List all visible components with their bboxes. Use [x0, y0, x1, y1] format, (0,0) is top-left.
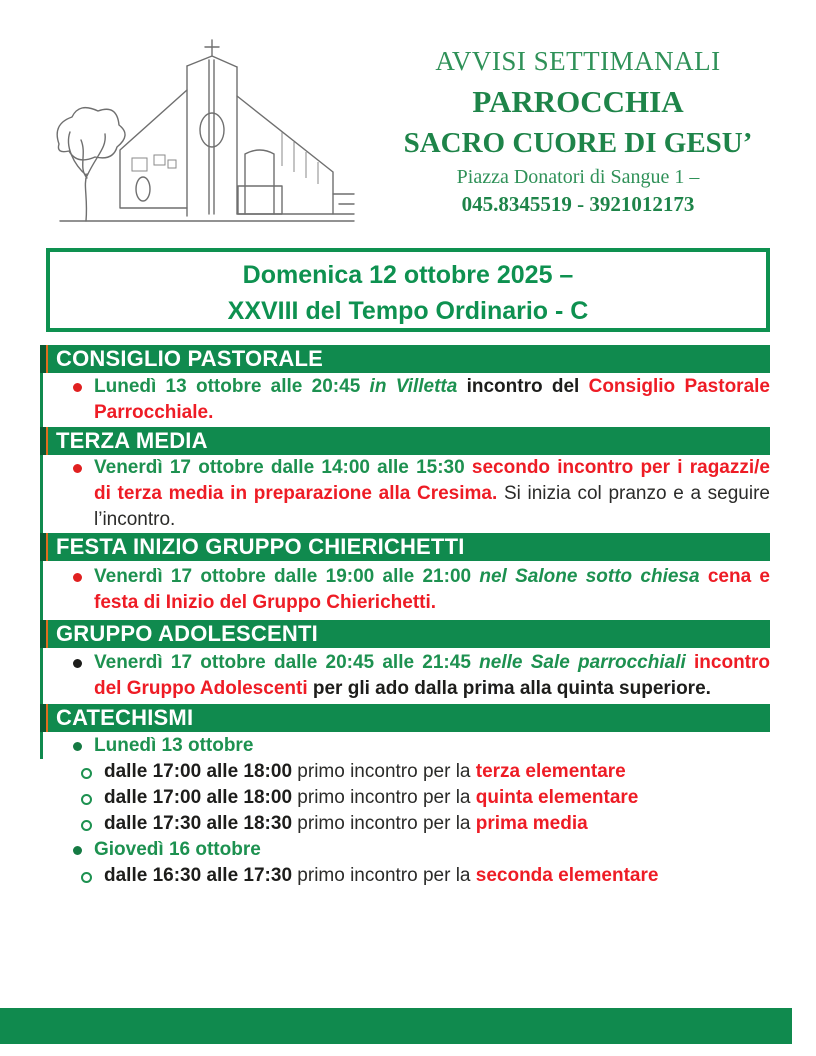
bulletin-title: AVVISI SETTIMANALI — [435, 46, 721, 76]
text-segment: Lunedì 13 ottobre alle 20:45 — [94, 376, 370, 397]
text-segment: primo incontro per la — [297, 813, 476, 834]
section-title: CATECHISMI — [56, 705, 194, 730]
text-segment: primo incontro per la — [297, 865, 476, 886]
section-header — [40, 620, 770, 648]
text-segment: dalle 17:30 alle 18:30 — [104, 813, 298, 834]
announcement-item — [40, 564, 770, 616]
item-text — [104, 785, 770, 811]
section-title: TERZA MEDIA — [56, 428, 208, 453]
section-title: CONSIGLIO PASTORALE — [56, 346, 324, 371]
section-items — [40, 455, 770, 533]
text-segment: quinta elementare — [475, 787, 639, 808]
section-gruppo-adolescenti — [40, 620, 770, 704]
text-segment: nelle Sale parrocchiali — [479, 652, 695, 673]
parish-address: Piazza Donatori di Sangue 1 – — [456, 166, 700, 188]
section-terza-media — [40, 427, 770, 533]
text-segment: dalle 17:00 alle 18:00 — [104, 787, 298, 808]
announcement-item — [40, 837, 770, 863]
text-segment: secondo incontro per i ragazzi/e di terza media in preparazione alla Cresima. — [94, 457, 770, 504]
section-festa-inizio-gruppo-chierichetti — [40, 533, 770, 620]
text-segment: Venerdì 17 ottobre dalle 14:00 alle 15:30 — [94, 457, 472, 478]
section-title: FESTA INIZIO GRUPPO CHIERICHETTI — [56, 534, 465, 559]
section-header — [40, 345, 770, 373]
text-segment: in Villetta — [369, 376, 467, 397]
text-segment: primo incontro per la — [297, 787, 476, 808]
section-items — [40, 373, 770, 427]
announcement-item — [40, 811, 770, 837]
text-segment: Venerdì 17 ottobre dalle 20:45 alle 21:45 — [94, 652, 480, 673]
date-box — [46, 248, 770, 332]
item-text — [94, 733, 770, 759]
footer-bar — [0, 1008, 792, 1044]
bullet-circle-icon — [81, 768, 92, 779]
section-header — [40, 427, 770, 455]
announcement-item — [40, 374, 770, 426]
text-segment: dalle 17:00 alle 18:00 — [104, 761, 298, 782]
church-line-art-illustration — [46, 34, 380, 230]
text-segment: nel Salone sotto chiesa — [479, 566, 708, 587]
section-header — [40, 533, 770, 561]
section-items — [40, 648, 770, 704]
bullet-circle-icon — [81, 794, 92, 805]
text-segment: Lunedì 13 ottobre — [94, 735, 254, 756]
announcement-item — [40, 455, 770, 533]
bullet-circle-icon — [81, 820, 92, 831]
section-title: GRUPPO ADOLESCENTI — [56, 621, 318, 646]
section-consiglio-pastorale — [40, 345, 770, 427]
item-text — [104, 811, 770, 837]
date-line: Domenica 12 ottobre 2025 – — [242, 261, 574, 289]
item-text — [94, 374, 770, 426]
parish-name-line2: SACRO CUORE DI GESU’ — [403, 127, 753, 159]
text-segment: seconda elementare — [475, 865, 659, 886]
text-segment: primo incontro per la — [297, 761, 476, 782]
item-text — [94, 455, 770, 533]
parish-name-line1: PARROCCHIA — [472, 84, 684, 119]
section-items — [40, 732, 770, 890]
text-segment: terza elementare — [475, 761, 626, 782]
item-text — [94, 564, 770, 616]
item-text — [104, 863, 724, 889]
bullet-dot-icon — [73, 573, 82, 582]
text-segment: cena e festa di Inizio del Gruppo Chierichetti. — [94, 566, 770, 613]
item-text — [104, 759, 770, 785]
masthead — [376, 46, 780, 217]
text-segment: Venerdì 17 ottobre dalle 19:00 alle 21:00 — [94, 566, 480, 587]
bullet-dot-icon — [73, 742, 82, 751]
announcement-item — [40, 650, 770, 702]
item-text — [94, 650, 770, 702]
section-catechismi — [40, 704, 770, 890]
parish-phone: 045.8345519 - 3921012173 — [461, 192, 695, 216]
bullet-dot-icon — [73, 383, 82, 392]
bullet-dot-icon — [73, 846, 82, 855]
text-segment: incontro del Gruppo Adolescenti — [94, 652, 771, 699]
announcement-item — [40, 863, 770, 889]
text-segment: Si inizia col pranzo e a seguire l’incontro. — [94, 483, 770, 530]
text-segment: per gli ado dalla prima alla quinta superiore. — [312, 678, 711, 699]
liturgical-week-line: XXVIII del Tempo Ordinario - C — [227, 297, 589, 325]
bullet-dot-icon — [73, 464, 82, 473]
text-segment: Giovedì 16 ottobre — [94, 839, 261, 860]
bullet-dot-icon — [73, 659, 82, 668]
announcement-item — [40, 733, 770, 759]
announcement-item — [40, 785, 770, 811]
section-header — [40, 704, 770, 732]
announcement-sections — [40, 345, 770, 890]
section-items — [40, 561, 770, 620]
text-segment: Consiglio Pastorale Parrocchiale. — [94, 376, 770, 423]
text-segment: incontro del — [466, 376, 589, 397]
text-segment: prima media — [475, 813, 588, 834]
announcement-item — [40, 759, 770, 785]
item-text — [94, 837, 770, 863]
text-segment: dalle 16:30 alle 17:30 — [104, 865, 298, 886]
bullet-circle-icon — [81, 872, 92, 883]
